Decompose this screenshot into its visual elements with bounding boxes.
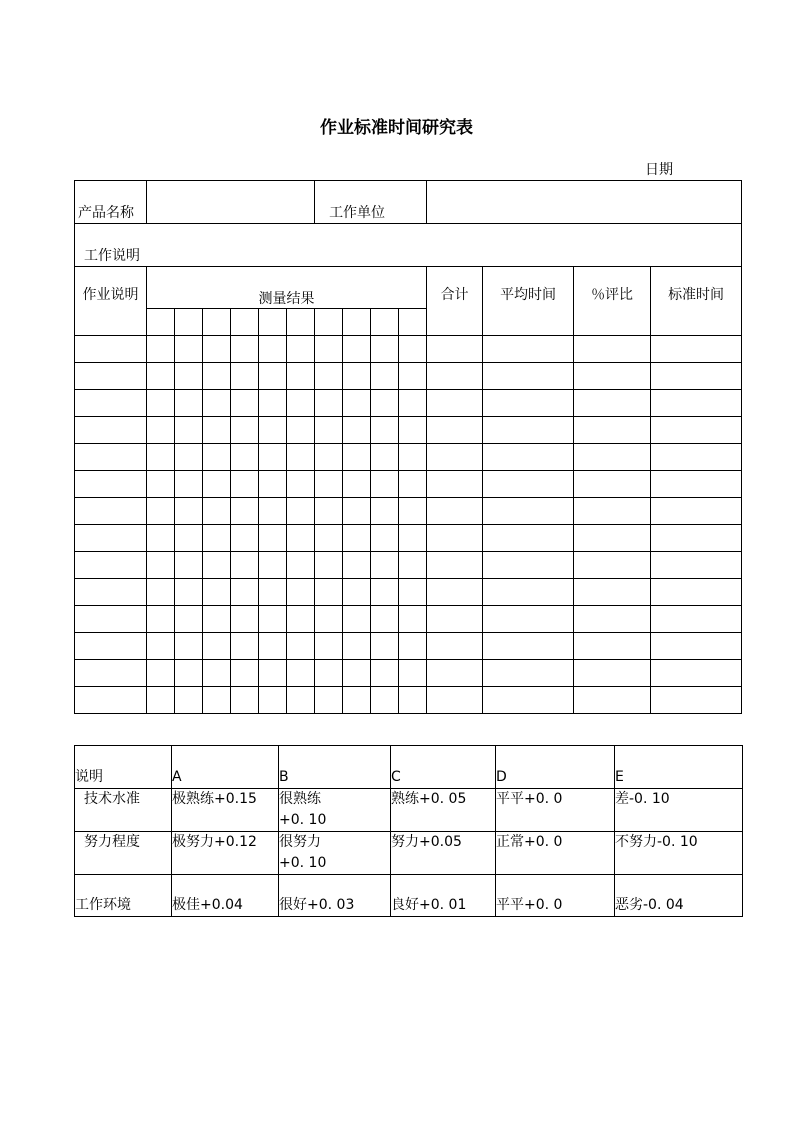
measurement-cell[interactable] — [203, 579, 231, 606]
result-cell[interactable] — [483, 363, 574, 390]
measurement-cell[interactable] — [399, 363, 427, 390]
factor-label-skill: 技术水准 — [75, 789, 172, 832]
measurement-cell[interactable] — [203, 390, 231, 417]
table-row — [75, 444, 742, 471]
factors-header-d: D — [496, 746, 615, 789]
measurement-cell[interactable] — [371, 417, 399, 444]
measurement-cell[interactable] — [203, 525, 231, 552]
measurement-cell[interactable] — [231, 390, 259, 417]
measurement-cell[interactable] — [343, 471, 371, 498]
col-total-header: 合计 — [427, 267, 483, 336]
measurement-cell[interactable] — [343, 309, 371, 336]
factor-cell: 极努力+0.12 — [172, 832, 279, 875]
result-cell[interactable] — [574, 552, 651, 579]
factor-cell: 恶劣-0. 04 — [615, 875, 743, 917]
measurement-cell[interactable] — [287, 309, 315, 336]
measurement-cell[interactable] — [175, 309, 203, 336]
measurement-cell[interactable] — [147, 633, 175, 660]
table-row — [75, 552, 742, 579]
table-row — [75, 498, 742, 525]
page-title: 作业标准时间研究表 — [320, 118, 473, 138]
measurement-cell[interactable] — [203, 498, 231, 525]
result-cell[interactable] — [427, 606, 483, 633]
measurement-cell[interactable] — [287, 417, 315, 444]
table-row — [75, 525, 742, 552]
measurement-cell[interactable] — [203, 552, 231, 579]
result-cell[interactable] — [651, 552, 742, 579]
measurement-cell[interactable] — [287, 390, 315, 417]
table-row — [75, 417, 742, 444]
measurement-cell[interactable] — [175, 552, 203, 579]
result-cell[interactable] — [651, 579, 742, 606]
result-cell[interactable] — [427, 660, 483, 687]
measurement-cell[interactable] — [147, 579, 175, 606]
result-cell[interactable] — [574, 498, 651, 525]
result-cell[interactable] — [483, 498, 574, 525]
measurement-cell[interactable] — [259, 336, 287, 363]
result-cell[interactable] — [483, 633, 574, 660]
factor-cell: 很努力 +0. 10 — [279, 832, 391, 875]
measurement-cell[interactable] — [203, 336, 231, 363]
measurement-cell[interactable] — [147, 444, 175, 471]
measurement-cell[interactable] — [343, 660, 371, 687]
result-cell[interactable] — [651, 498, 742, 525]
result-cell[interactable] — [483, 687, 574, 714]
measurement-cell[interactable] — [175, 444, 203, 471]
measurement-cell[interactable] — [343, 606, 371, 633]
measurement-cell[interactable] — [231, 525, 259, 552]
result-cell[interactable] — [483, 525, 574, 552]
table-row — [75, 606, 742, 633]
operation-cell[interactable] — [75, 579, 147, 606]
factor-cell: 熟练+0. 05 — [391, 789, 496, 832]
measurement-cell[interactable] — [287, 525, 315, 552]
measurement-cell[interactable] — [399, 579, 427, 606]
measurement-cell[interactable] — [399, 444, 427, 471]
measurement-cell[interactable] — [147, 660, 175, 687]
measurement-cell[interactable] — [259, 444, 287, 471]
measurement-cell[interactable] — [203, 309, 231, 336]
operation-cell[interactable] — [75, 390, 147, 417]
measurement-cell[interactable] — [259, 660, 287, 687]
measurement-cell[interactable] — [203, 471, 231, 498]
col-std-time-header: 标准时间 — [651, 267, 742, 336]
measurement-cell[interactable] — [315, 471, 343, 498]
rating-factors-table — [74, 745, 743, 917]
measurement-cell[interactable] — [175, 417, 203, 444]
operation-cell[interactable] — [75, 687, 147, 714]
table-row — [75, 633, 742, 660]
measurement-cell[interactable] — [287, 471, 315, 498]
measurement-cell[interactable] — [343, 363, 371, 390]
measurement-cell[interactable] — [315, 633, 343, 660]
factor-cell: 平平+0. 0 — [496, 875, 615, 917]
col-operation-header: 作业说明 — [75, 267, 147, 336]
measurement-cell[interactable] — [203, 633, 231, 660]
factors-header-a: A — [172, 746, 279, 789]
result-cell[interactable] — [651, 633, 742, 660]
measurement-cell[interactable] — [259, 309, 287, 336]
measurement-cell[interactable] — [175, 498, 203, 525]
result-cell[interactable] — [651, 606, 742, 633]
result-cell[interactable] — [427, 417, 483, 444]
measurement-cell[interactable] — [203, 417, 231, 444]
factor-cell: 很熟练 +0. 10 — [279, 789, 391, 832]
result-cell[interactable] — [427, 390, 483, 417]
measurement-cell[interactable] — [203, 363, 231, 390]
operation-cell[interactable] — [75, 336, 147, 363]
measurement-cell[interactable] — [231, 363, 259, 390]
factor-cell: 平平+0. 0 — [496, 789, 615, 832]
result-cell[interactable] — [651, 417, 742, 444]
measurement-cell[interactable] — [287, 606, 315, 633]
operation-cell[interactable] — [75, 363, 147, 390]
operation-cell[interactable] — [75, 552, 147, 579]
measurement-cell[interactable] — [175, 471, 203, 498]
measurement-cell[interactable] — [399, 336, 427, 363]
result-cell[interactable] — [651, 687, 742, 714]
measurement-cell[interactable] — [203, 444, 231, 471]
table-row — [75, 660, 742, 687]
factor-label-effort: 努力程度 — [75, 832, 172, 875]
measurement-cell[interactable] — [315, 444, 343, 471]
measurement-cell[interactable] — [287, 660, 315, 687]
col-avg-time-header: 平均时间 — [483, 267, 574, 336]
result-cell[interactable] — [574, 660, 651, 687]
measurement-cell[interactable] — [343, 444, 371, 471]
measurement-cell[interactable] — [287, 444, 315, 471]
factors-header-c: C — [391, 746, 496, 789]
result-cell[interactable] — [574, 633, 651, 660]
measurement-cell[interactable] — [175, 687, 203, 714]
measurement-cell[interactable] — [371, 552, 399, 579]
measurement-cell[interactable] — [147, 363, 175, 390]
measurement-cell[interactable] — [315, 687, 343, 714]
measurement-cell[interactable] — [343, 417, 371, 444]
measurement-cell[interactable] — [287, 579, 315, 606]
factor-cell: 正常+0. 0 — [496, 832, 615, 875]
result-cell[interactable] — [427, 579, 483, 606]
result-cell[interactable] — [483, 606, 574, 633]
measurement-cell[interactable] — [315, 363, 343, 390]
result-cell[interactable] — [651, 390, 742, 417]
measurement-cell[interactable] — [371, 606, 399, 633]
table-row — [75, 579, 742, 606]
measurement-cell[interactable] — [231, 660, 259, 687]
measurement-cell[interactable] — [175, 660, 203, 687]
measurement-cell[interactable] — [399, 606, 427, 633]
measurement-cell[interactable] — [343, 687, 371, 714]
measurement-cell[interactable] — [371, 336, 399, 363]
result-cell[interactable] — [574, 363, 651, 390]
measurement-cell[interactable] — [231, 444, 259, 471]
measurement-cell[interactable] — [315, 606, 343, 633]
measurement-cell[interactable] — [371, 525, 399, 552]
col-rating-header: ％评比 — [574, 267, 651, 336]
measurement-cell[interactable] — [371, 471, 399, 498]
measurement-cell[interactable] — [203, 660, 231, 687]
result-cell[interactable] — [483, 660, 574, 687]
measurement-cell[interactable] — [371, 687, 399, 714]
measurement-cell[interactable] — [371, 660, 399, 687]
measurement-cell[interactable] — [399, 471, 427, 498]
measurement-cell[interactable] — [175, 633, 203, 660]
operation-cell[interactable] — [75, 498, 147, 525]
measurement-cell[interactable] — [175, 606, 203, 633]
measurement-cell[interactable] — [343, 552, 371, 579]
factor-cell: 不努力-0. 10 — [615, 832, 743, 875]
time-study-table — [74, 180, 742, 714]
table-row — [75, 471, 742, 498]
measurement-cell[interactable] — [147, 336, 175, 363]
measurement-cell[interactable] — [231, 687, 259, 714]
measurement-cell[interactable] — [147, 606, 175, 633]
measurement-cell[interactable] — [231, 579, 259, 606]
factor-cell: 极佳+0.04 — [172, 875, 279, 917]
measurement-cell[interactable] — [147, 552, 175, 579]
result-cell[interactable] — [427, 363, 483, 390]
factors-header-e: E — [615, 746, 743, 789]
result-cell[interactable] — [427, 471, 483, 498]
table-row — [75, 390, 742, 417]
measurement-cell[interactable] — [259, 390, 287, 417]
factor-cell: 良好+0. 01 — [391, 875, 496, 917]
measurement-cell[interactable] — [371, 309, 399, 336]
result-cell[interactable] — [427, 552, 483, 579]
measurement-cell[interactable] — [371, 444, 399, 471]
factor-cell: 极熟练+0.15 — [172, 789, 279, 832]
measurement-cell[interactable] — [315, 390, 343, 417]
measurement-cell[interactable] — [399, 309, 427, 336]
measurement-cell[interactable] — [315, 417, 343, 444]
factor-cell: 努力+0.05 — [391, 832, 496, 875]
operation-cell[interactable] — [75, 444, 147, 471]
measurement-cell[interactable] — [315, 579, 343, 606]
result-cell[interactable] — [483, 390, 574, 417]
measurement-cell[interactable] — [259, 579, 287, 606]
measurement-cell[interactable] — [231, 309, 259, 336]
result-cell[interactable] — [574, 444, 651, 471]
result-cell[interactable] — [651, 471, 742, 498]
measurement-cell[interactable] — [399, 498, 427, 525]
result-cell[interactable] — [427, 687, 483, 714]
factors-header-desc: 说明 — [75, 746, 172, 789]
result-cell[interactable] — [427, 336, 483, 363]
measurement-cell[interactable] — [147, 309, 175, 336]
measurement-cell[interactable] — [231, 498, 259, 525]
measurement-cell[interactable] — [147, 687, 175, 714]
result-cell[interactable] — [483, 444, 574, 471]
factor-cell: 差-0. 10 — [615, 789, 743, 832]
result-cell[interactable] — [483, 336, 574, 363]
measurement-cell[interactable] — [287, 633, 315, 660]
measurement-cell[interactable] — [231, 606, 259, 633]
result-cell[interactable] — [483, 471, 574, 498]
measurement-cell[interactable] — [175, 579, 203, 606]
measurement-cell[interactable] — [399, 552, 427, 579]
measurement-cell[interactable] — [287, 336, 315, 363]
measurement-cell[interactable] — [175, 525, 203, 552]
measurement-cell[interactable] — [399, 417, 427, 444]
measurement-cell[interactable] — [147, 417, 175, 444]
measurement-cell[interactable] — [315, 498, 343, 525]
measurement-cell[interactable] — [343, 579, 371, 606]
operation-cell[interactable] — [75, 633, 147, 660]
work-unit-label: 工作单位 — [315, 181, 427, 224]
measurement-cell[interactable] — [399, 525, 427, 552]
result-cell[interactable] — [483, 579, 574, 606]
operation-cell[interactable] — [75, 471, 147, 498]
result-cell[interactable] — [483, 417, 574, 444]
measurement-cell[interactable] — [231, 336, 259, 363]
measurement-cell[interactable] — [259, 552, 287, 579]
measurement-cell[interactable] — [315, 552, 343, 579]
measurement-cell[interactable] — [315, 660, 343, 687]
result-cell[interactable] — [651, 363, 742, 390]
factor-cell: 很好+0. 03 — [279, 875, 391, 917]
measurement-cell[interactable] — [175, 390, 203, 417]
measurement-cell[interactable] — [399, 390, 427, 417]
operation-cell[interactable] — [75, 525, 147, 552]
measurement-cell[interactable] — [231, 471, 259, 498]
measurement-cell[interactable] — [147, 498, 175, 525]
result-cell[interactable] — [574, 336, 651, 363]
date-label: 日期 — [645, 162, 673, 178]
measurement-cell[interactable] — [315, 525, 343, 552]
factors-header-b: B — [279, 746, 391, 789]
measurement-cell[interactable] — [315, 336, 343, 363]
measurement-cell[interactable] — [371, 633, 399, 660]
measurement-cell[interactable] — [287, 552, 315, 579]
measurement-cell[interactable] — [259, 498, 287, 525]
result-cell[interactable] — [574, 606, 651, 633]
result-cell[interactable] — [574, 525, 651, 552]
measurement-cell[interactable] — [147, 525, 175, 552]
measurement-cell[interactable] — [259, 417, 287, 444]
product-name-field[interactable] — [147, 181, 315, 224]
table-row — [75, 363, 742, 390]
measurement-cell[interactable] — [371, 579, 399, 606]
work-unit-field[interactable] — [427, 181, 742, 224]
result-cell[interactable] — [427, 633, 483, 660]
measurement-cell[interactable] — [231, 633, 259, 660]
measurement-cell[interactable] — [315, 309, 343, 336]
measurement-cell[interactable] — [259, 363, 287, 390]
measurement-cell[interactable] — [343, 525, 371, 552]
measurement-cell[interactable] — [203, 687, 231, 714]
measurement-cell[interactable] — [259, 687, 287, 714]
measurement-cell[interactable] — [259, 471, 287, 498]
operation-cell[interactable] — [75, 660, 147, 687]
result-cell[interactable] — [651, 444, 742, 471]
measurement-cell[interactable] — [147, 390, 175, 417]
result-cell[interactable] — [427, 444, 483, 471]
measurement-cell[interactable] — [343, 498, 371, 525]
operation-cell[interactable] — [75, 606, 147, 633]
factor-label-environment: 工作环境 — [75, 875, 172, 917]
measurement-cell[interactable] — [371, 390, 399, 417]
result-cell[interactable] — [574, 687, 651, 714]
product-name-label: 产品名称 — [75, 181, 147, 224]
result-cell[interactable] — [651, 660, 742, 687]
table-row — [75, 336, 742, 363]
measurement-cell[interactable] — [371, 498, 399, 525]
result-cell[interactable] — [651, 336, 742, 363]
result-cell[interactable] — [574, 390, 651, 417]
measurement-cell[interactable] — [287, 498, 315, 525]
measurement-cell[interactable] — [231, 552, 259, 579]
measurement-cell[interactable] — [147, 471, 175, 498]
measurement-cell[interactable] — [231, 417, 259, 444]
measurement-cell[interactable] — [259, 606, 287, 633]
measurement-cell[interactable] — [175, 336, 203, 363]
work-description-label: 工作说明 — [75, 224, 742, 267]
measurement-cell[interactable] — [399, 687, 427, 714]
result-cell[interactable] — [651, 525, 742, 552]
measurement-cell[interactable] — [343, 633, 371, 660]
result-cell[interactable] — [483, 552, 574, 579]
measurement-cell[interactable] — [259, 633, 287, 660]
result-cell[interactable] — [574, 471, 651, 498]
measurement-cell[interactable] — [287, 687, 315, 714]
measurement-cell[interactable] — [399, 633, 427, 660]
result-cell[interactable] — [574, 579, 651, 606]
measurement-cell[interactable] — [287, 363, 315, 390]
measurement-cell[interactable] — [399, 660, 427, 687]
result-cell[interactable] — [427, 498, 483, 525]
measurement-cell[interactable] — [371, 363, 399, 390]
col-measurement-header: 测量结果 — [147, 267, 427, 309]
measurement-cell[interactable] — [259, 525, 287, 552]
measurement-cell[interactable] — [343, 390, 371, 417]
table-row — [75, 687, 742, 714]
result-cell[interactable] — [574, 417, 651, 444]
operation-cell[interactable] — [75, 417, 147, 444]
result-cell[interactable] — [427, 525, 483, 552]
measurement-cell[interactable] — [203, 606, 231, 633]
measurement-cell[interactable] — [175, 363, 203, 390]
measurement-cell[interactable] — [343, 336, 371, 363]
